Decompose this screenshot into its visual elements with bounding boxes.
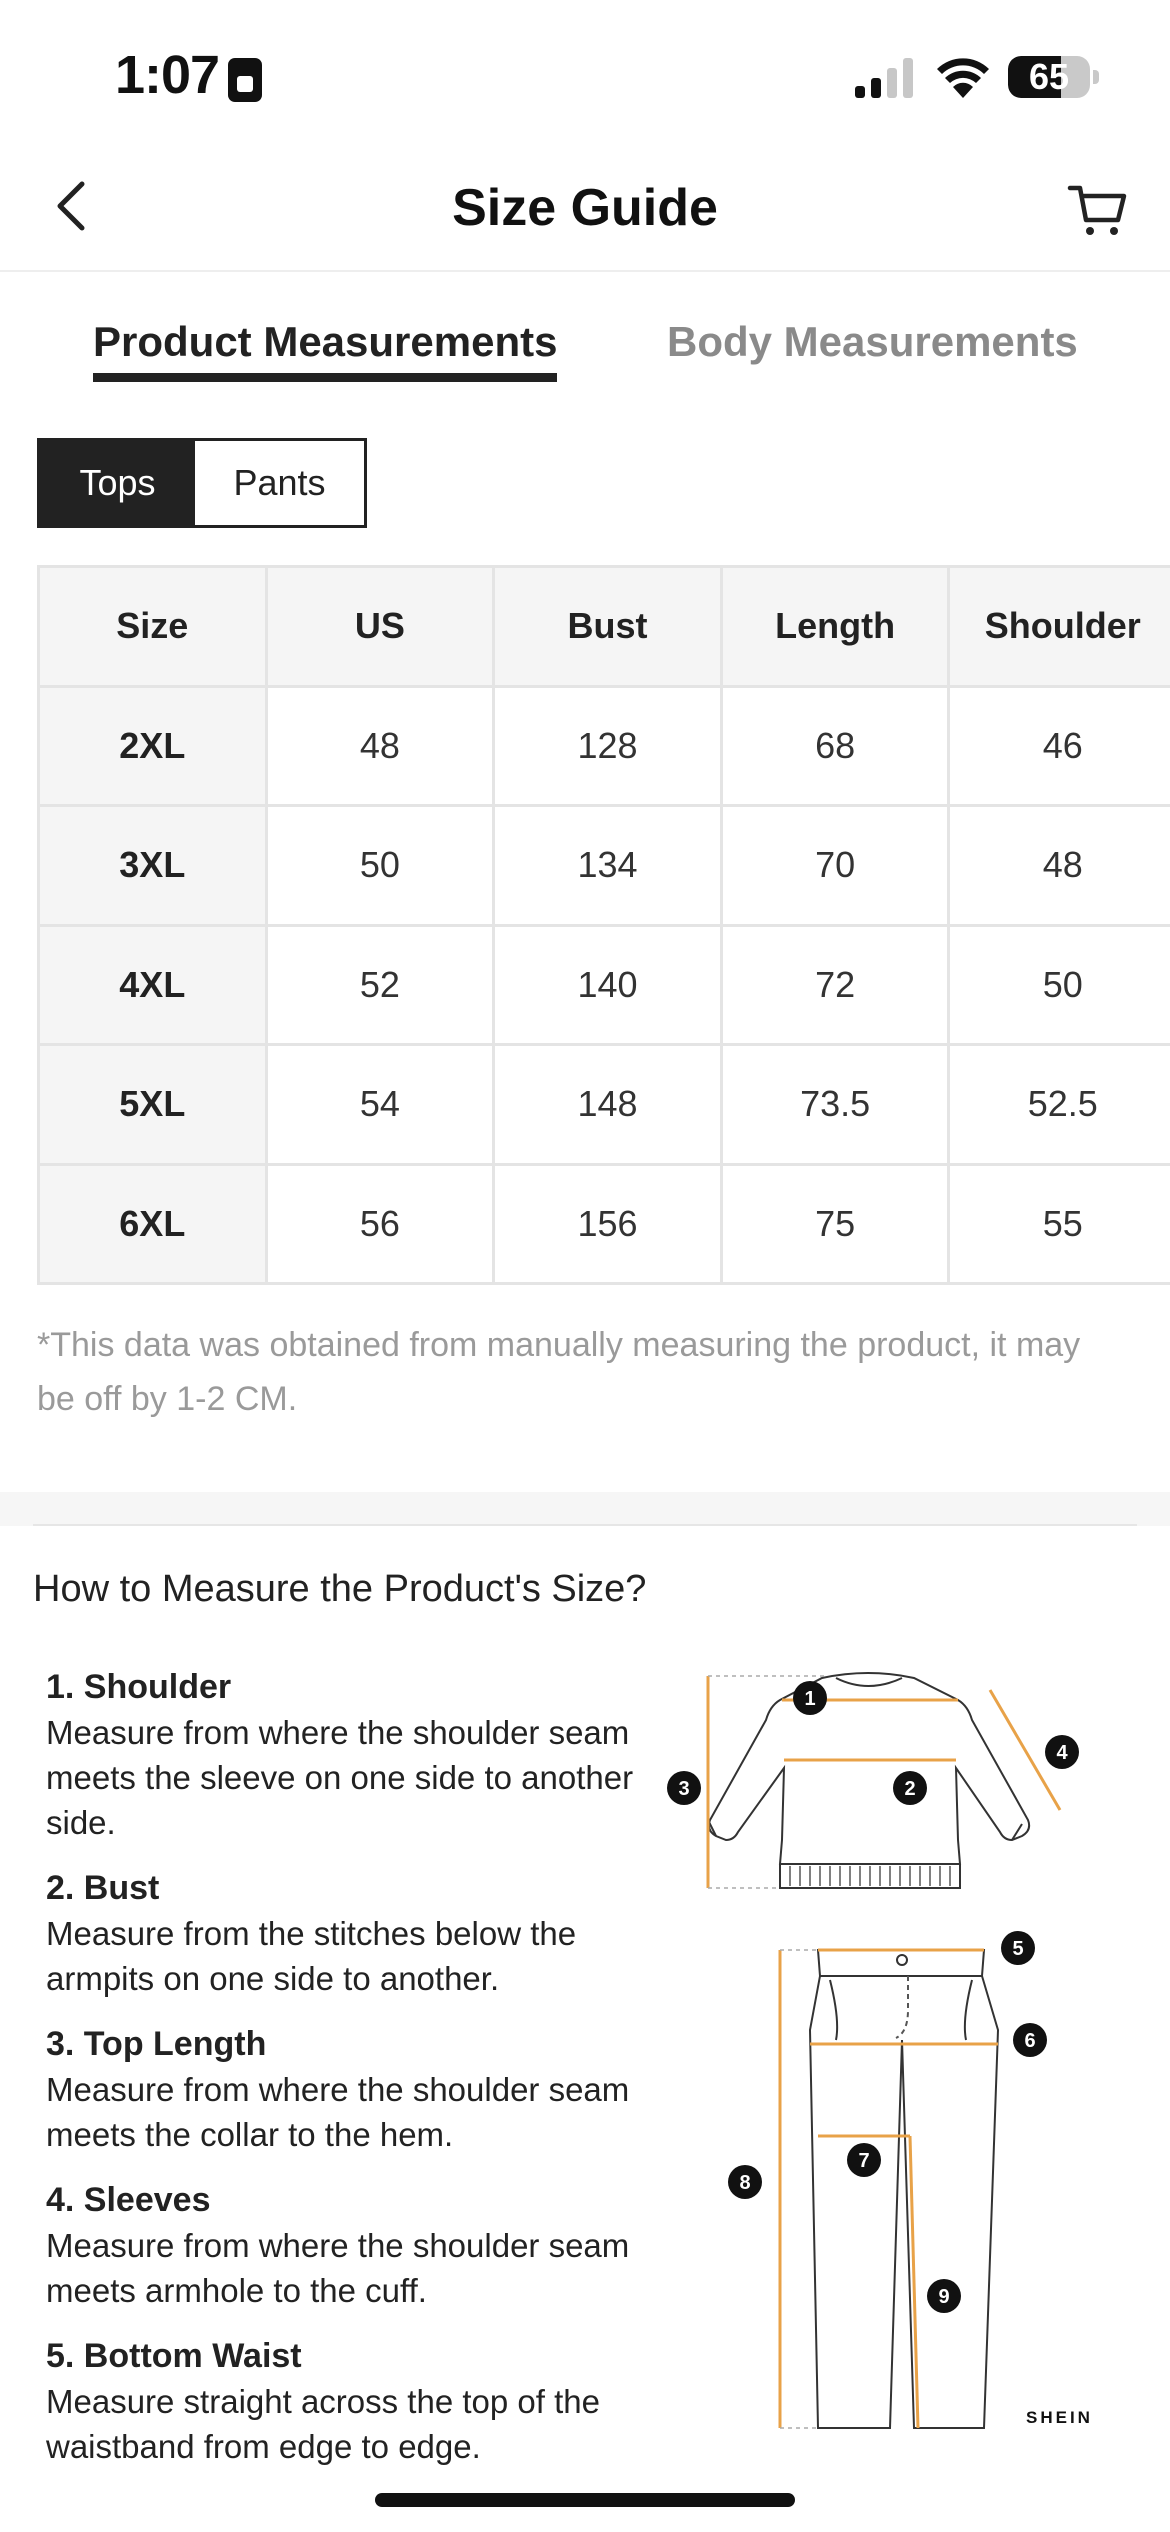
step-sleeves [46, 2177, 646, 2313]
cell-length: 73.5 [721, 1045, 949, 1165]
wifi-icon [935, 56, 991, 98]
diagram-marker-7 [847, 2143, 881, 2177]
cell-bust: 140 [494, 925, 722, 1045]
how-to-measure-title: How to Measure the Product's Size? [33, 1568, 647, 1610]
table-row [39, 806, 1170, 926]
cell-length: 70 [721, 806, 949, 926]
step-title: 2. Bust [46, 1869, 160, 1907]
cell-bust: 128 [494, 686, 722, 806]
step-title: 3. Top Length [46, 2025, 267, 2063]
cell-us: 56 [266, 1164, 494, 1284]
svg-text:4: 4 [1056, 1742, 1068, 1764]
battery-tip [1093, 70, 1099, 84]
step-bust [46, 1865, 646, 2001]
cell-us: 52 [266, 925, 494, 1045]
diagram-marker-1 [793, 1681, 827, 1715]
diagram-marker-5 [1001, 1931, 1035, 1965]
diagram-marker-3 [667, 1771, 701, 1805]
home-indicator[interactable] [375, 2493, 795, 2507]
cell-shoulder: 46 [949, 686, 1170, 806]
svg-text:2: 2 [904, 1778, 916, 1800]
page-title: Size Guide [452, 179, 718, 237]
header-length: Length [721, 567, 949, 687]
sweater-illustration [708, 1673, 1029, 1888]
pants-fly-stitch [896, 1976, 908, 2038]
header-bust: Bust [494, 567, 722, 687]
diagram-marker-4 [1045, 1735, 1079, 1769]
table-row [39, 686, 1170, 806]
svg-text:7: 7 [858, 2150, 870, 2172]
divider [33, 1524, 1137, 1526]
measurement-diagram [650, 1660, 1110, 2450]
cell-us: 50 [266, 806, 494, 926]
cellular-signal-icon [855, 58, 915, 98]
step-bottom-waist [46, 2333, 646, 2469]
table-header-row [39, 567, 1170, 687]
measurement-disclaimer: *This data was obtained from manually measuring the product, it may be off by 1-2 CM. [37, 1326, 1081, 1418]
battery-icon [1008, 56, 1090, 98]
cell-bust: 156 [494, 1164, 722, 1284]
cell-shoulder: 50 [949, 925, 1170, 1045]
cell-us: 54 [266, 1045, 494, 1165]
nav-bar [0, 150, 1170, 272]
step-description: Measure straight across the top of the waistband from edge to edge. [46, 2383, 600, 2465]
svg-text:3: 3 [678, 1778, 690, 1800]
section-separator [0, 1492, 1170, 1526]
tab-body-measurements[interactable]: Body Measurements [667, 318, 1078, 365]
diagram-marker-8 [728, 2165, 762, 2199]
cell-us: 48 [266, 686, 494, 806]
cell-bust: 134 [494, 806, 722, 926]
cell-length: 75 [721, 1164, 949, 1284]
svg-text:9: 9 [938, 2286, 950, 2308]
svg-text:5: 5 [1012, 1938, 1024, 1960]
cell-shoulder: 48 [949, 806, 1170, 926]
table-row [39, 1164, 1170, 1284]
cell-size: 2XL [39, 686, 267, 806]
cell-bust: 148 [494, 1045, 722, 1165]
cell-length: 72 [721, 925, 949, 1045]
pants-button[interactable]: Pants [195, 441, 364, 525]
step-description: Measure from where the shoulder seam meets the sleeve on one side to another side. [46, 1714, 634, 1841]
cell-size: 5XL [39, 1045, 267, 1165]
cell-shoulder: 52.5 [949, 1045, 1170, 1165]
brand-logo: SHEIN [1026, 2408, 1093, 2427]
status-bar [0, 0, 1170, 150]
table-row [39, 925, 1170, 1045]
measurement-steps [46, 1664, 646, 2489]
svg-text:1: 1 [804, 1688, 816, 1710]
battery-percent: 65 [1028, 56, 1070, 97]
step-description: Measure from the stitches below the armpits on one side to another. [46, 1915, 577, 1997]
cell-size: 4XL [39, 925, 267, 1045]
category-toggle [37, 438, 367, 528]
size-table[interactable] [37, 565, 1170, 1285]
cell-length: 68 [721, 686, 949, 806]
diagram-marker-9 [927, 2279, 961, 2313]
cell-size: 6XL [39, 1164, 267, 1284]
step-title: 4. Sleeves [46, 2181, 211, 2219]
status-time: 1:07 [115, 45, 220, 105]
pants-illustration [810, 1950, 998, 2428]
cell-size: 3XL [39, 806, 267, 926]
diagram-marker-2 [893, 1771, 927, 1805]
step-title: 5. Bottom Waist [46, 2337, 302, 2375]
step-title: 1. Shoulder [46, 1668, 232, 1706]
header-shoulder: Shoulder [949, 567, 1170, 687]
measurement-tabs [0, 300, 1170, 390]
tops-button[interactable]: Tops [40, 441, 195, 525]
svg-text:6: 6 [1024, 2030, 1036, 2052]
cell-shoulder: 55 [949, 1164, 1170, 1284]
tab-product-measurements[interactable]: Product Measurements [93, 318, 558, 365]
step-top-length [46, 2021, 646, 2157]
sweater-hem-ribbing [790, 1866, 950, 1886]
step-shoulder [46, 1664, 646, 1845]
diagram-marker-6 [1013, 2023, 1047, 2057]
cart-icon[interactable] [1066, 178, 1130, 242]
header-us: US [266, 567, 494, 687]
step-description: Measure from where the shoulder seam meets the collar to the hem. [46, 2071, 630, 2153]
step-description: Measure from where the shoulder seam meets armhole to the cuff. [46, 2227, 630, 2309]
svg-text:8: 8 [739, 2172, 751, 2194]
header-size: Size [39, 567, 267, 687]
sim-card-icon [228, 58, 262, 102]
table-row [39, 1045, 1170, 1165]
